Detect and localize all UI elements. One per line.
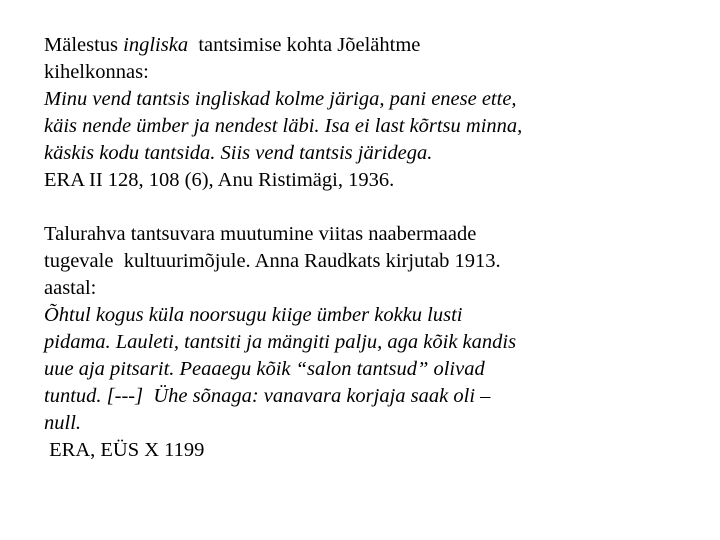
paragraph-gap <box>44 194 704 221</box>
context-source: ERA, EÜS X 1199 <box>44 439 205 461</box>
memory-quote-line: käskis kodu tantsida. Siis vend tantsis järidega. <box>44 142 433 164</box>
context-intro-line: tugevale kultuurimõjule. Anna Raudkats kirjutab 1913. <box>44 250 501 272</box>
memory-intro-italic: ingliska <box>123 34 189 56</box>
memory-intro-suffix: tantsimise kohta Jõelähtme <box>188 34 421 56</box>
context-quote-line: uue aja pitsarit. Peaaegu kõik “salon tantsud” olivad <box>44 358 485 380</box>
memory-quote-line: Minu vend tantsis ingliskad kolme järiga, pani enese ette, <box>44 88 517 110</box>
context-quote-line: pidama. Lauleti, tantsiti ja mängiti palju, aga kõik kandis <box>44 331 517 353</box>
slide-text <box>44 32 704 464</box>
context-intro-line: aastal: <box>44 277 97 299</box>
context-quote-line: Õhtul kogus küla noorsugu kiige ümber kokku lusti <box>44 304 463 326</box>
memory-intro-line <box>44 32 704 59</box>
memory-source: ERA II 128, 108 (6), Anu Ristimägi, 1936. <box>44 169 395 191</box>
context-quote-line: tuntud. [---] Ühe sõnaga: vanavara korjaja saak oli – <box>44 385 491 407</box>
context-quote-line: null. <box>44 412 82 434</box>
memory-intro-prefix: Mälestus <box>44 34 124 56</box>
memory-quote-line: käis nende ümber ja nendest läbi. Isa ei last kõrtsu minna, <box>44 115 523 137</box>
memory-intro-line-2: kihelkonnas: <box>44 61 149 83</box>
context-intro-line: Talurahva tantsuvara muutumine viitas naabermaade <box>44 223 477 245</box>
